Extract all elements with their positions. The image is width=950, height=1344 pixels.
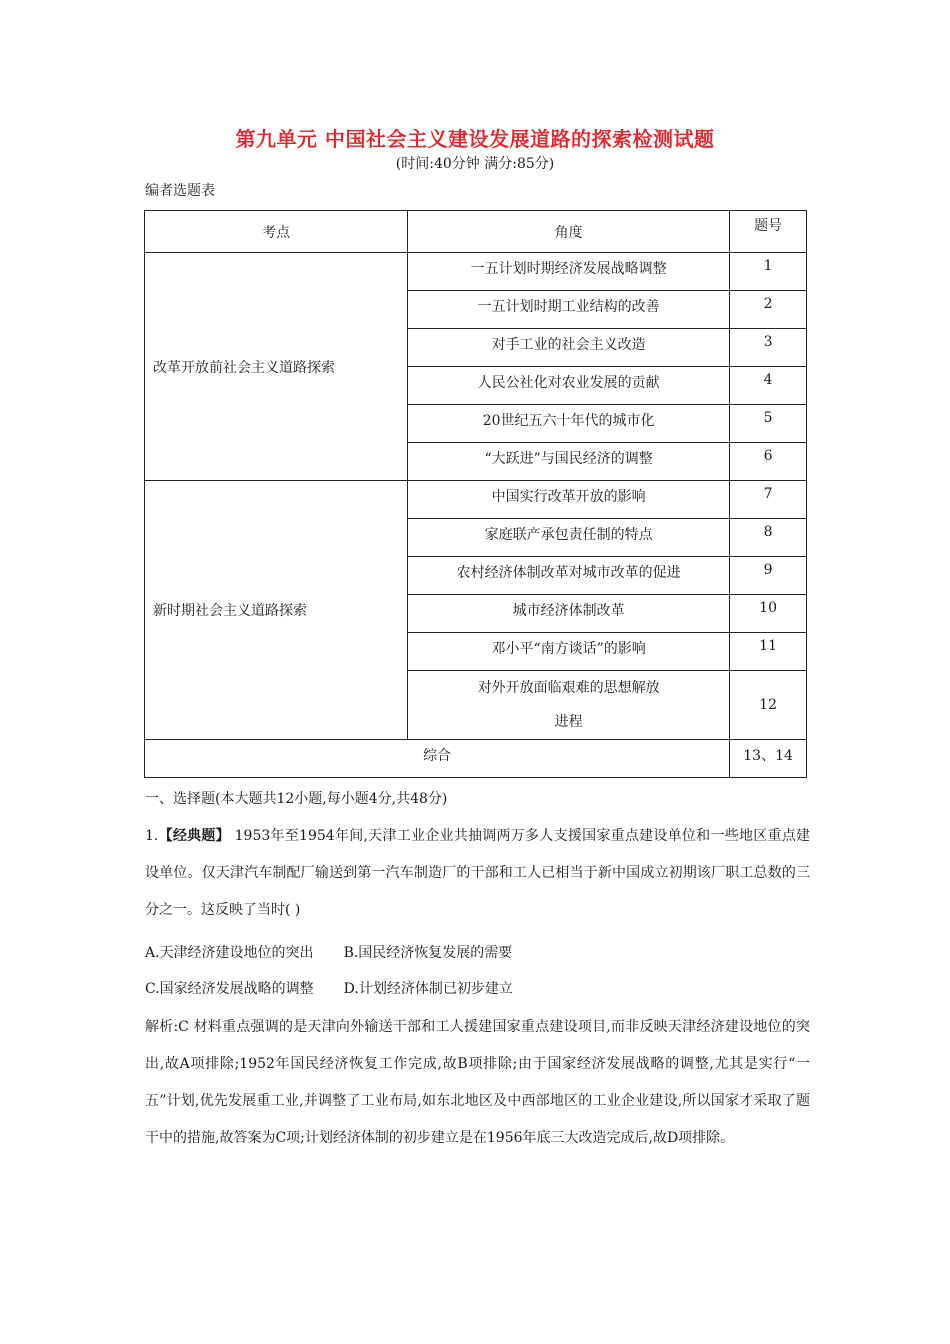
table-header-row (145, 211, 807, 253)
table-row (145, 481, 807, 519)
angle-cell: 20世纪五六十年代的城市化 (408, 405, 730, 443)
number-cell: 3 (730, 329, 807, 367)
header-point: 考点 (145, 211, 408, 253)
number-cell: 6 (730, 443, 807, 481)
topic-selection-table (144, 210, 807, 778)
table-row (145, 253, 807, 291)
option-d: D.计划经济体制已初步建立 (343, 981, 513, 997)
angle-cell (408, 671, 730, 740)
question-1 (145, 818, 810, 929)
number-cell: 2 (730, 291, 807, 329)
option-a: A.天津经济建设地位的突出 (145, 945, 314, 961)
angle-cell: 邓小平“南方谈话”的影响 (408, 633, 730, 671)
number-cell: 7 (730, 481, 807, 519)
option-row (145, 971, 513, 1007)
exam-time-score: (时间:40分钟 满分:85分) (395, 156, 555, 172)
number-cell: 8 (730, 519, 807, 557)
summary-label: 综合 (145, 740, 730, 778)
angle-cell: 家庭联产承包责任制的特点 (408, 519, 730, 557)
angle-cell: 对手工业的社会主义改造 (408, 329, 730, 367)
question-tag: 【经典题】 (158, 828, 230, 844)
summary-number: 13、14 (730, 740, 807, 778)
option-b: B.国民经济恢复发展的需要 (343, 945, 513, 961)
angle-line: 对外开放面临艰难的思想解放 (477, 680, 660, 696)
number-cell: 11 (730, 633, 807, 671)
angle-cell: “大跃进”与国民经济的调整 (408, 443, 730, 481)
option-row (145, 935, 513, 971)
option-c: C.国家经济发展战略的调整 (145, 981, 314, 997)
summary-row (145, 740, 807, 778)
angle-cell: 中国实行改革开放的影响 (408, 481, 730, 519)
header-number: 题号 (730, 211, 807, 253)
answer-analysis: 解析:C 材料重点强调的是天津向外输送干部和工人援建国家重点建设项目,而非反映天津经济建设地位的突出,故A项排除;1952年国民经济恢复工作完成,故B项排除;由于国家经济发展战略的调整,尤其是实行“一五”计划,优先发展重工业,并调整了工业布局,如东北地区及中西部地区的工业企业建设,所以国家才采取了题干中的措施,故答案为C项;计划经济体制的初步建立是在1956年底三大改造完成后,故D项排除。 (145, 1019, 810, 1146)
angle-cell: 一五计划时期经济发展战略调整 (408, 253, 730, 291)
table-caption: 编者选题表 (145, 183, 215, 199)
number-cell: 5 (730, 405, 807, 443)
question-text: 1953年至1954年间,天津工业企业共抽调两万多人支援国家重点建设单位和一些地区重点建设单位。仅天津汽车制配厂输送到第一汽车制造厂的干部和工人已相当于新中国成立初期该厂职工总数的三分之一。这反映了当时( ) (145, 828, 811, 918)
question-number: 1. (145, 828, 159, 844)
number-cell: 10 (730, 595, 807, 633)
group-point-cell: 改革开放前社会主义道路探索 (145, 253, 408, 481)
number-cell: 1 (730, 253, 807, 291)
number-cell: 9 (730, 557, 807, 595)
section-heading: 一、选择题(本大题共12小题,每小题4分,共48分) (145, 791, 448, 807)
header-angle: 角度 (408, 211, 730, 253)
angle-cell: 城市经济体制改革 (408, 595, 730, 633)
group-point-cell: 新时期社会主义道路探索 (145, 481, 408, 740)
page-title: 第九单元 中国社会主义建设发展道路的探索检测试题 (235, 127, 715, 151)
question-options (145, 935, 513, 1007)
number-cell: 12 (730, 671, 807, 740)
angle-cell: 一五计划时期工业结构的改善 (408, 291, 730, 329)
angle-line: 进程 (554, 714, 583, 730)
angle-cell: 人民公社化对农业发展的贡献 (408, 367, 730, 405)
number-cell: 4 (730, 367, 807, 405)
angle-cell: 农村经济体制改革对城市改革的促进 (408, 557, 730, 595)
